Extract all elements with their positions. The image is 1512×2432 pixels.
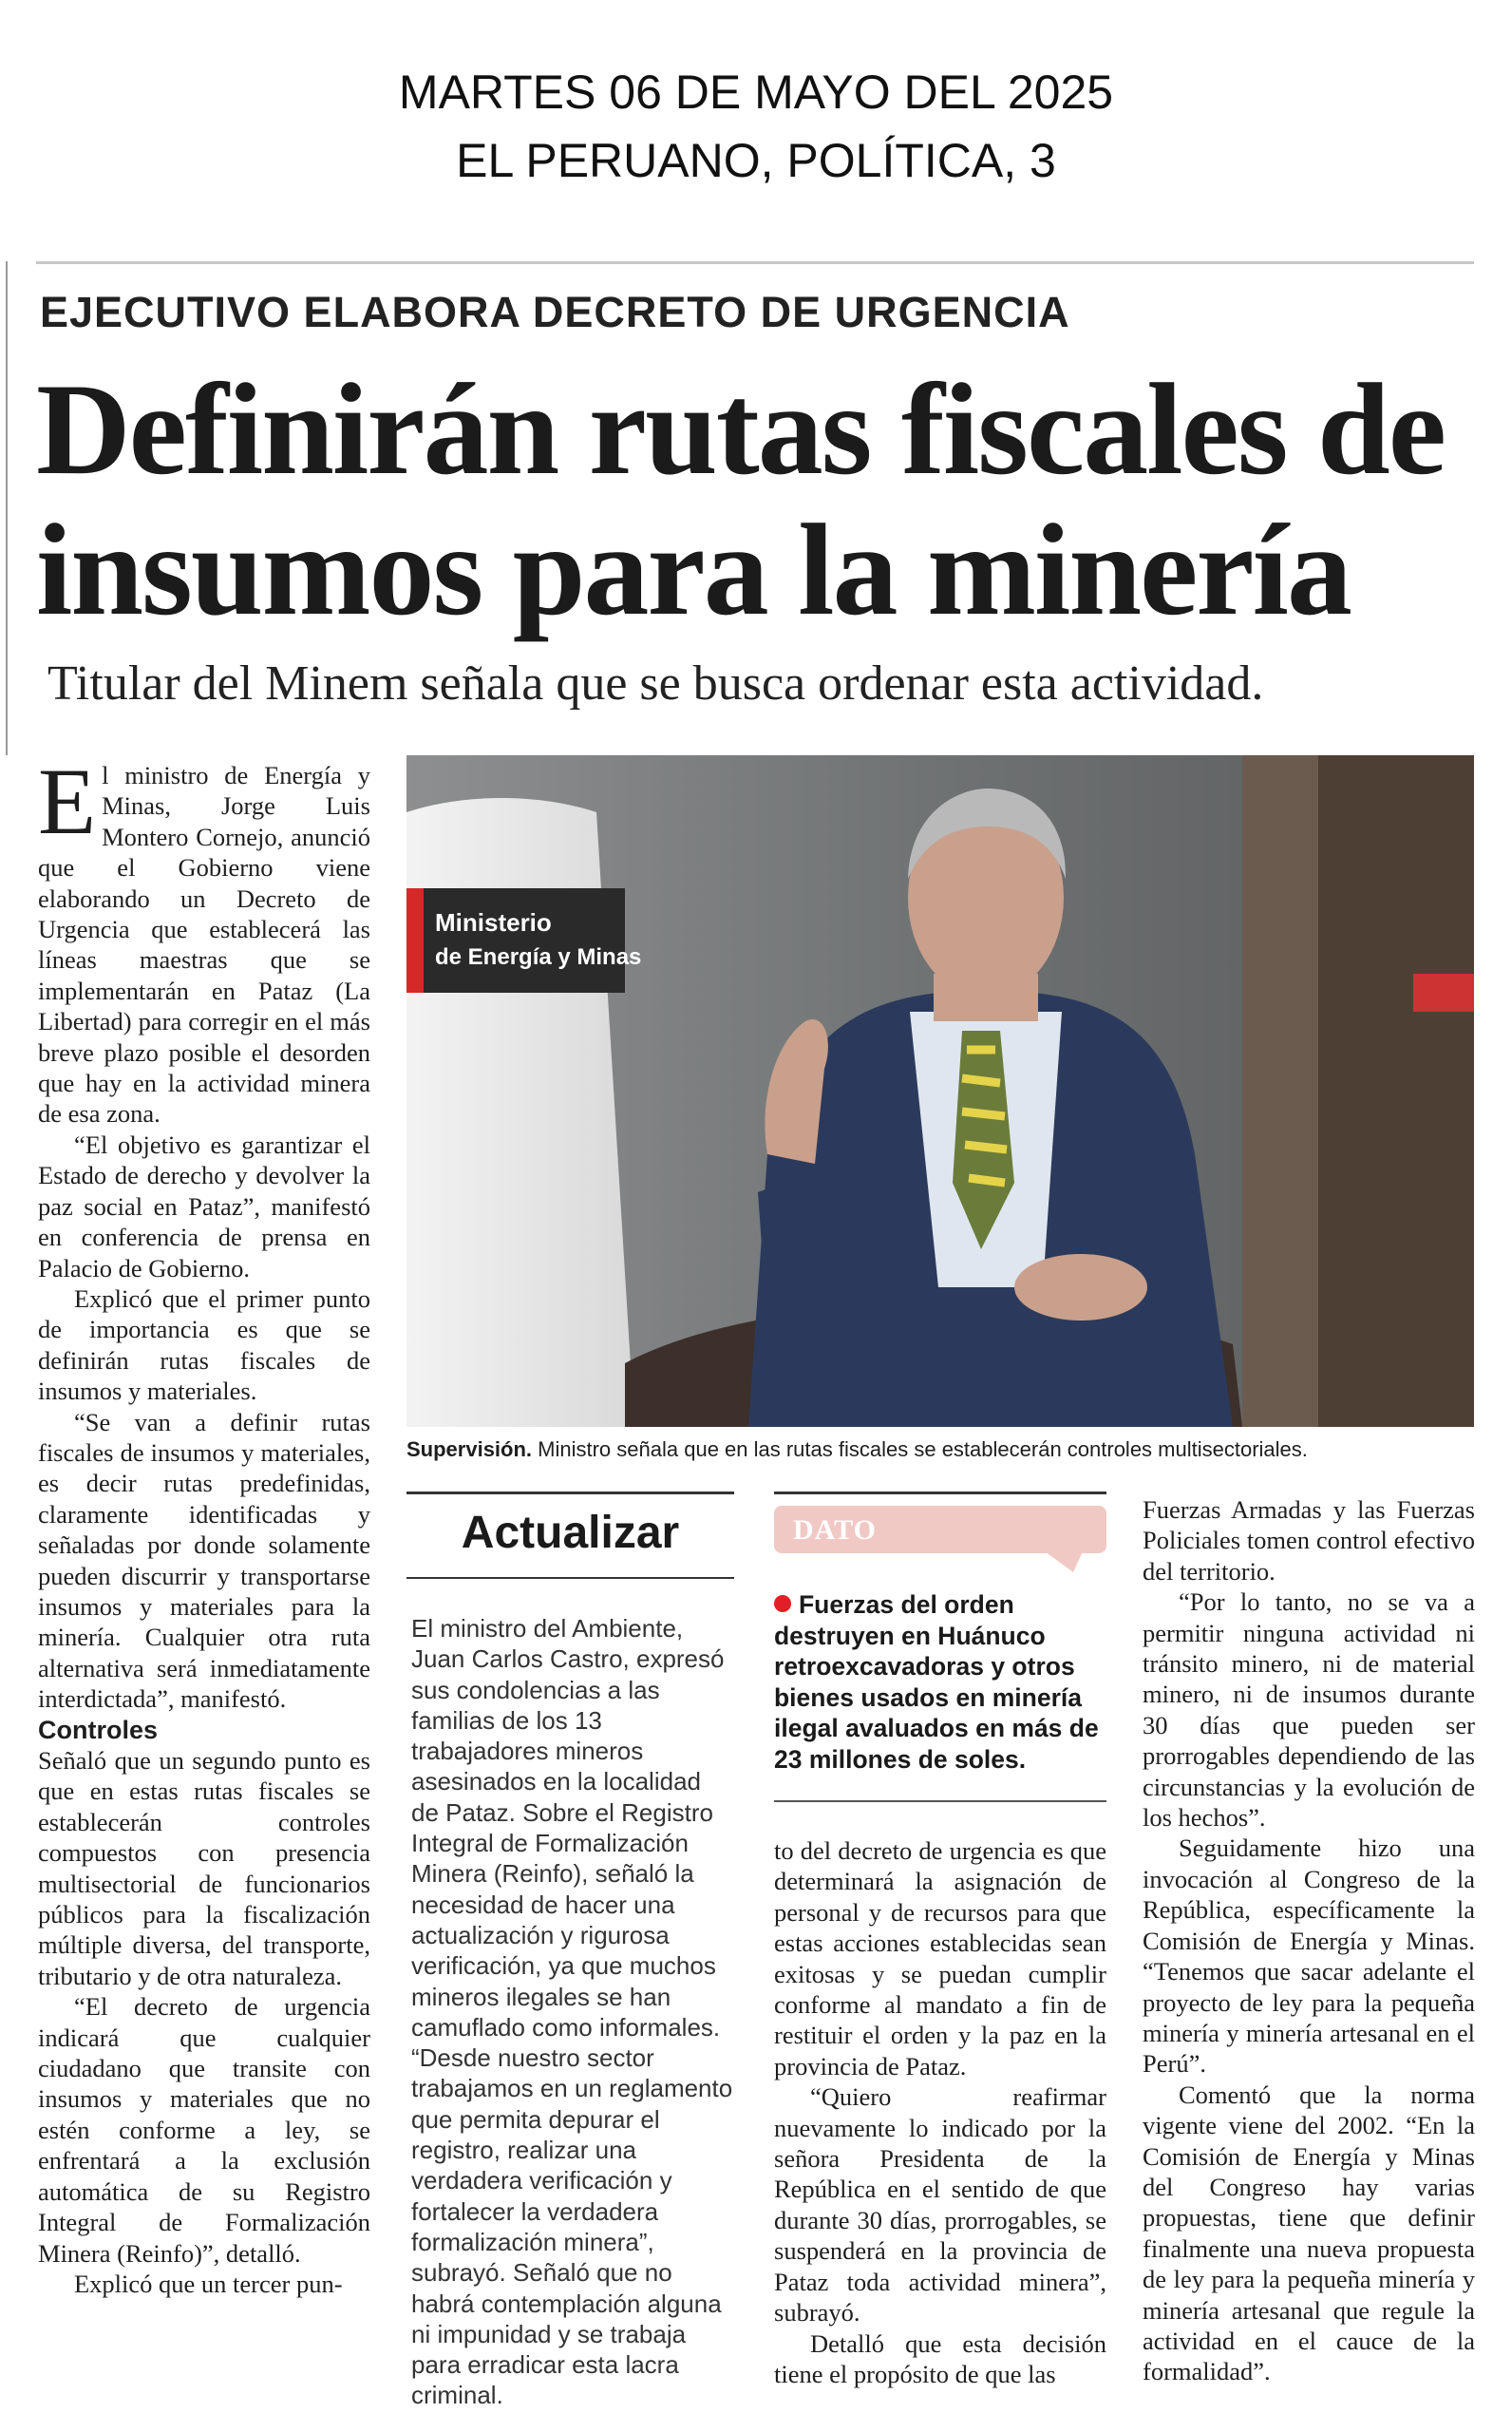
- subheadline: Titular del Minem señala que se busca ordenar esta actividad.: [47, 656, 1264, 711]
- red-bullet-icon: [774, 1595, 791, 1612]
- col3-paragraph-3: Detalló que esta decisión tiene el propósito de que las: [774, 2328, 1106, 2388]
- header-rule: [36, 261, 1474, 264]
- photo-caption: [406, 1437, 1480, 1462]
- left-margin-rule: [6, 261, 8, 755]
- article-column-4: [1143, 1494, 1475, 2387]
- headline-line-1: Definirán rutas fiscales de: [36, 356, 1446, 502]
- dato-bottom-rule: [774, 1800, 1106, 1802]
- paragraph-2: “El objetivo es garantizar el Estado de derecho y devolver la paz social en Pataz”, manifestó en conferencia de prensa en Palacio de Gobierno.: [38, 1130, 370, 1282]
- col4-paragraph-2: “Por lo tanto, no se va a permitir ninguna actividad ni tránsito minero, ni de material minero, ni de insumos durante 30 días que pueden ser prorrogables dependiendo de las circunstancias y la evolución de los hechos”.: [1143, 1587, 1475, 1833]
- paragraph-3: Explicó que el primer punto de importancia es que se definirán rutas fiscales de insumos y materiales.: [38, 1283, 370, 1406]
- col4-paragraph-1: Fuerzas Armadas y las Fuerzas Policiales tomen control efectivo del territorio.: [1143, 1495, 1475, 1586]
- edition-date: MARTES 06 DE MAYO DEL 2025: [398, 66, 1114, 119]
- sidebar-box-text: El ministro del Ambiente, Juan Carlos Castro, expresó sus condolencias a las familias de los 13 trabajadores mineros asesinados en la localidad de Pataz. Sobre el Registro Integral de Formalización Minera (Reinfo), señaló la necesidad de hacer una actualización y rigurosa verificación, ya que muchos mineros ilegales se han camuflado como informales. “Desde nuestro sector trabajamos en un reglamento que permita depurar el registro, realizar una verdadera verificación y fortalecer la verdadera formalización minera”, subrayó. Señaló que no habrá contemplación alguna ni impunidad y se trabaja para erradicar esta lacra criminal.: [411, 1614, 733, 2410]
- paragraph-7: Explicó que un tercer pun-: [74, 2269, 343, 2298]
- article-column-3: [774, 1835, 1106, 2389]
- caption-text: Ministro señala que en las rutas fiscales se establecerán controles multisectoriales.: [532, 1437, 1308, 1461]
- dato-text: [774, 1589, 1106, 1775]
- col4-paragraph-3: Seguidamente hizo una invocación al Congreso de la República, específicamente la Comisión de Energía y Minas. “Tenemos que sacar adelante el proyecto de ley para la pequeña minería y minería artesanal en el Perú”.: [1143, 1834, 1475, 2079]
- paragraph-5: Señaló que un segundo punto es que en estas rutas fiscales se establecerán controles compuestos con presencia multisectorial de funcionarios públicos para la fiscalización múltiple diversa, del transporte, tributario y de otra naturaleza.: [38, 1746, 370, 1990]
- dato-tab-pointer: [1045, 1551, 1083, 1574]
- dato-text-body: Fuerzas del orden destruyen en Huánuco retroexcavadoras y otros bienes usados en minería ilegal avaluados en más de 23 millones de soles.: [774, 1590, 1099, 1774]
- sidebar-box-title: Actualizar: [461, 1508, 680, 1558]
- col3-paragraph-2: “Quiero reafirmar nuevamente lo indicado por la señora Presidenta de la República en el sentido de que durante 30 días, prorrogables, se suspenderá en la provincia de Pataz toda actividad minera”, subrayó.: [774, 2082, 1106, 2328]
- drop-cap: E: [38, 749, 97, 854]
- subtitle-controles: Controles: [38, 1715, 159, 1744]
- article-photo: [406, 755, 1474, 1427]
- col4-paragraph-4: Comentó que la norma vigente viene del 2002. “En la Comisión de Energía y Minas del Congreso hay varias propuestas, tiene que definir finalmente una nueva propuesta de ley para la pequeña minería y minería artesanal que regule la actividad en el cauce de la formalidad”.: [1143, 2080, 1475, 2386]
- article-column-1: [38, 749, 370, 2299]
- section-page-label: EL PERUANO, POLÍTICA, 3: [456, 134, 1056, 187]
- sign-line-1: Ministerio: [435, 908, 552, 937]
- dato-label: DATO: [793, 1514, 877, 1546]
- headline: [36, 356, 1480, 642]
- box-top-rule: [406, 1492, 734, 1494]
- paragraph-1: [38, 749, 370, 1130]
- col3-paragraph-1: to del decreto de urgencia es que determinará la asignación de personal y de recursos para que estas acciones establecidas sean exitosas y se puedan cumplir conforme al mandato a fin de restituir el orden y la paz en la provincia de Pataz.: [774, 1836, 1106, 2080]
- kicker: EJECUTIVO ELABORA DECRETO DE URGENCIA: [40, 288, 1070, 336]
- headline-line-2: insumos para la minería: [36, 497, 1351, 642]
- paragraph-4: “Se van a definir rutas fiscales de insumos y materiales, es decir rutas predefinidas, claramente identificadas y señaladas por donde solamente pueden discurrir y transportarse insumos y materiales para la minería. Cualquier otra ruta alternativa será inmediatamente interdictada”, manifestó.: [38, 1407, 370, 1714]
- sign-line-2: de Energía y Minas: [435, 944, 642, 970]
- caption-lead: Supervisión.: [406, 1437, 533, 1461]
- dato-top-rule: [774, 1492, 1106, 1494]
- minister-photo-illustration: [406, 755, 1474, 1427]
- paragraph-1-text: l ministro de Energía y Minas, Jorge Luis Montero Cornejo, anunció que el Gobierno viene elaborando un Decreto de Urgencia que establecerá las líneas maestras que se implementarán en Pataz (La Libertad) para corregir en el más breve plazo posible el desorden que hay en la actividad minera de esa zona.: [38, 761, 370, 1129]
- box-title-rule: [406, 1577, 734, 1579]
- paragraph-6: “El decreto de urgencia indicará que cualquier ciudadano que transite con insumos y materiales que no estén conforme a ley, se enfrentará a la exclusión automática de su Registro Integral de Formalización Minera (Reinfo)”, detalló.: [38, 1992, 370, 2268]
